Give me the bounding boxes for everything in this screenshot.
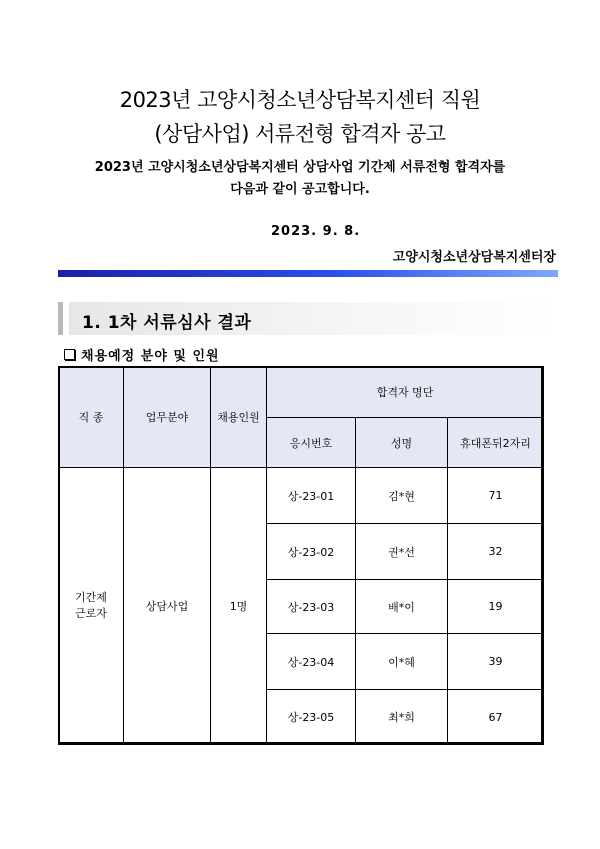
checkbox-square-icon bbox=[64, 349, 75, 360]
cell-name: 권*선 bbox=[356, 524, 448, 580]
subheading-text: 채용예정 분야 및 인원 bbox=[81, 349, 220, 364]
header-exam-number: 응시번호 bbox=[267, 418, 356, 468]
cell-phone: 32 bbox=[448, 524, 544, 580]
subheading bbox=[64, 345, 220, 364]
cell-phone: 19 bbox=[448, 580, 544, 634]
header-field: 업무분야 bbox=[124, 367, 211, 468]
cell-exam-number: 상-23-05 bbox=[267, 690, 356, 745]
cell-name: 배*이 bbox=[356, 580, 448, 634]
cell-exam-number: 상-23-04 bbox=[267, 634, 356, 690]
cell-phone: 67 bbox=[448, 690, 544, 745]
header-headcount: 채용인원 bbox=[211, 367, 267, 468]
section-heading-gap bbox=[63, 302, 69, 335]
cell-name: 김*현 bbox=[356, 468, 448, 524]
notice-date: 2023. 9. 8. bbox=[271, 224, 361, 239]
notice-title-line-1: 2023년 고양시청소년상담복지센터 직원 bbox=[119, 88, 481, 112]
intro-text-line-2: 다음과 같이 공고합니다. bbox=[230, 182, 370, 197]
cell-phone: 39 bbox=[448, 634, 544, 690]
intro-text-line-1: 2023년 고양시청소년상담복지센터 상담사업 기간제 서류전형 합격자를 bbox=[94, 160, 506, 175]
cell-name: 이*혜 bbox=[356, 634, 448, 690]
cell-exam-number: 상-23-01 bbox=[267, 468, 356, 524]
cell-exam-number: 상-23-03 bbox=[267, 580, 356, 634]
cell-field: 상담사업 bbox=[124, 468, 211, 745]
cell-phone: 71 bbox=[448, 468, 544, 524]
header-job-type: 직 종 bbox=[59, 367, 124, 468]
header-phone-last-digits: 휴대폰뒤2자리 bbox=[448, 418, 544, 468]
cell-job-type: 기간제 근로자 bbox=[59, 468, 124, 745]
results-table bbox=[58, 366, 544, 745]
cell-headcount: 1명 bbox=[211, 468, 267, 745]
notice-title-line-2: (상담사업) 서류전형 합격자 공고 bbox=[154, 122, 446, 146]
cell-name: 최*희 bbox=[356, 690, 448, 745]
blue-divider-bar bbox=[58, 270, 558, 277]
header-name: 성명 bbox=[356, 418, 448, 468]
section-title: 1. 1차 서류심사 결과 bbox=[82, 313, 252, 333]
cell-exam-number: 상-23-02 bbox=[267, 524, 356, 580]
notice-issuer: 고양시청소년상담복지센터장 bbox=[392, 250, 556, 265]
header-passers: 합격자 명단 bbox=[267, 367, 544, 418]
section-heading-box bbox=[58, 302, 558, 335]
